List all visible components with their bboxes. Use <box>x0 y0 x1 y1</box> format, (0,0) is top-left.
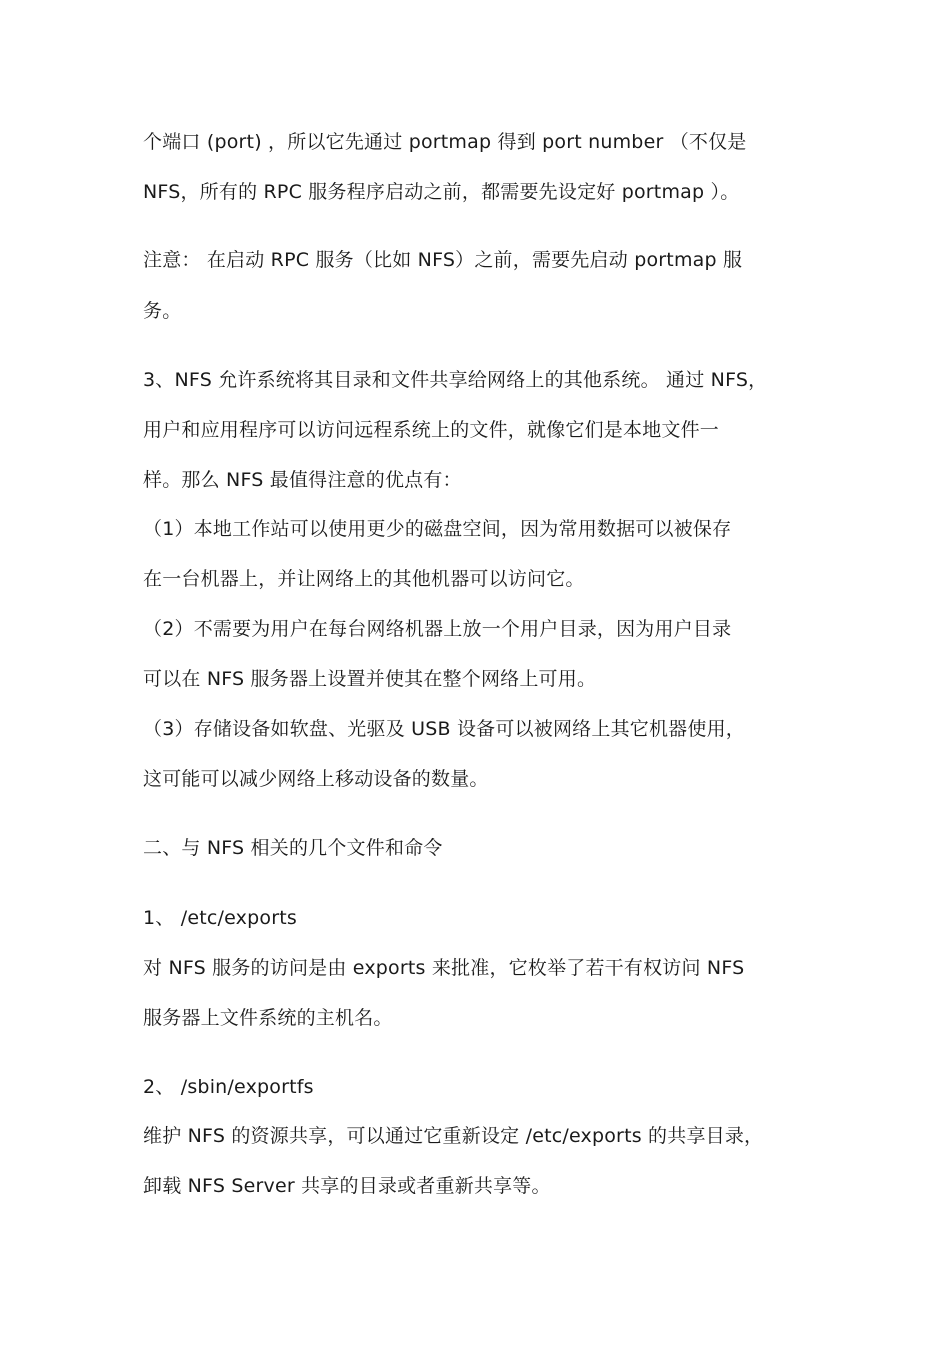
paragraph-line: 3、NFS 允许系统将其目录和文件共享给网络上的其他系统。 通过 NFS， <box>143 369 768 391</box>
note-line: 务。 <box>143 300 182 322</box>
paragraph-line: 个端口 (port) ，所以它先通过 portmap 得到 port number （不仅是 <box>143 131 747 153</box>
list-item-line: （1）本地工作站可以使用更少的磁盘空间，因为常用数据可以被保存 <box>143 518 732 540</box>
note-line: 注意： 在启动 RPC 服务（比如 NFS）之前，需要先启动 portmap 服 <box>143 249 743 271</box>
list-item-line: （2）不需要为用户在每台网络机器上放一个用户目录，因为用户目录 <box>143 618 732 640</box>
list-item-line: 可以在 NFS 服务器上设置并使其在整个网络上可用。 <box>143 668 597 690</box>
list-item-line: 在一台机器上，并让网络上的其他机器可以访问它。 <box>143 568 585 590</box>
paragraph-line: 服务器上文件系统的主机名。 <box>143 1007 393 1029</box>
paragraph-line: 样。那么 NFS 最值得注意的优点有： <box>143 469 462 491</box>
paragraph-line: 对 NFS 服务的访问是由 exports 来批准，它枚举了若干有权访问 NFS <box>143 957 745 979</box>
paragraph-line: 维护 NFS 的资源共享，可以通过它重新设定 /etc/exports 的共享目录， <box>143 1125 764 1147</box>
paragraph-line: 卸载 NFS Server 共享的目录或者重新共享等。 <box>143 1175 551 1197</box>
paragraph-line: NFS，所有的 RPC 服务程序启动之前，都需要先设定好 portmap ）。 <box>143 181 740 203</box>
subsection-heading: 1、 /etc/exports <box>143 907 297 929</box>
list-item-line: （3）存储设备如软盘、光驱及 USB 设备可以被网络上其它机器使用， <box>143 718 745 740</box>
section-heading: 二、与 NFS 相关的几个文件和命令 <box>143 837 443 859</box>
paragraph-line: 用户和应用程序可以访问远程系统上的文件，就像它们是本地文件一 <box>143 419 720 441</box>
list-item-line: 这可能可以减少网络上移动设备的数量。 <box>143 768 489 790</box>
subsection-heading: 2、 /sbin/exportfs <box>143 1076 314 1098</box>
